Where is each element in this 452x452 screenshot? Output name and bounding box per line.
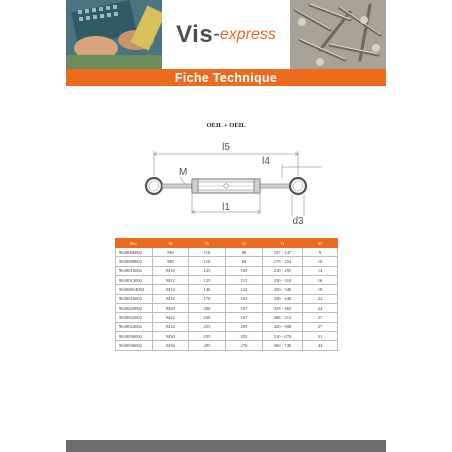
dimension-l5 [154, 151, 298, 176]
table-cell: 18 [303, 285, 338, 294]
table-cell: 84 [226, 257, 263, 266]
turnbuckle-body [192, 179, 260, 193]
left-threaded-rod [162, 184, 192, 188]
table-cell: 167 [226, 304, 263, 313]
brand-logo [162, 0, 290, 69]
table-row [116, 322, 338, 331]
table-cell: 125 [189, 266, 226, 275]
column-header: Ref. [116, 239, 153, 248]
column-header: M [153, 239, 189, 248]
product-subtitle: OEIL + OEIL [206, 122, 246, 129]
table-cell: 250 - 340 [263, 285, 303, 294]
table-cell: 230 - 310 [263, 276, 303, 285]
table-cell: 9630036002 [116, 341, 153, 350]
table-header-row [116, 239, 338, 248]
table-cell: 22 [303, 294, 338, 303]
table-cell: M14 [153, 285, 189, 294]
table-cell: 80 [226, 248, 263, 257]
table-cell: M16 [153, 294, 189, 303]
table-cell: 9630012002 [116, 276, 153, 285]
dimension-l4 [282, 164, 322, 178]
table-row [116, 257, 338, 266]
table-row [116, 332, 338, 341]
table-cell: M30 [153, 332, 189, 341]
page-title: Fiche Technique [174, 70, 278, 85]
table-row [116, 285, 338, 294]
right-threaded-rod [260, 184, 290, 188]
column-header: d3 [303, 239, 338, 248]
table-cell: 16 [303, 276, 338, 285]
table-cell: 276 [226, 341, 263, 350]
turnbuckle-drawing [132, 138, 322, 228]
label-d3: d3 [292, 216, 304, 227]
table-cell: 105 [226, 266, 263, 275]
table-row [116, 304, 338, 313]
header-banner [66, 0, 386, 69]
table-cell: 110 [189, 248, 226, 257]
column-header: l4 [226, 239, 263, 248]
brand-name-accent: express [219, 25, 276, 43]
table-row [116, 313, 338, 322]
table-cell: 9630016002 [116, 294, 153, 303]
table-cell: M20 [153, 304, 189, 313]
table-cell: 167 [226, 313, 263, 322]
table-cell: M8 [153, 257, 189, 266]
table-cell: 200 [189, 304, 226, 313]
left-eye [146, 178, 162, 194]
table-cell: 9630008002 [116, 257, 153, 266]
column-header: l5 [189, 239, 226, 248]
table-row [116, 266, 338, 275]
table-cell: 335 - 465 [263, 304, 303, 313]
table-cell: 510 - 670 [263, 332, 303, 341]
table-cell: M10 [153, 266, 189, 275]
tools-photo [66, 0, 162, 69]
table-cell: 9630024002 [116, 322, 153, 331]
table-cell: 255 [189, 332, 226, 341]
table-cell: M24 [153, 322, 189, 331]
table-cell: 140 [189, 285, 226, 294]
table-cell: 165 [226, 294, 263, 303]
technical-sheet [66, 0, 386, 452]
table-cell: 24 [303, 304, 338, 313]
table-row [116, 341, 338, 350]
table-cell: 179 - 254 [263, 257, 303, 266]
table-cell: 43 [303, 341, 338, 350]
table-cell: 14 [303, 266, 338, 275]
table-row [116, 248, 338, 257]
dimension-d3 [292, 195, 304, 216]
table-cell: 560 - 740 [263, 341, 303, 350]
column-header: l1 [263, 239, 303, 248]
screws-photo [290, 0, 386, 69]
table-cell: 125 [189, 276, 226, 285]
table-cell: 110 [189, 257, 226, 266]
table-cell: 10 [303, 257, 338, 266]
table-cell: M22 [153, 313, 189, 322]
title-bar [66, 69, 386, 86]
table-cell: M36 [153, 341, 189, 350]
brand-name-main: Vis [176, 20, 214, 48]
table-cell: 220 [189, 313, 226, 322]
brand-name-separator: - [213, 23, 220, 45]
table-cell: 9630010002 [116, 266, 153, 275]
table-cell: 9 [303, 248, 338, 257]
table-cell: 368 - 513 [263, 313, 303, 322]
right-eye [290, 178, 306, 194]
table-cell: 31 [303, 332, 338, 341]
table-cell: 96300014002 [116, 285, 153, 294]
table-row [116, 294, 338, 303]
table-cell: 330 - 440 [263, 294, 303, 303]
table-cell: 122 [226, 285, 263, 294]
table-cell: M6 [153, 248, 189, 257]
footer-bar [66, 440, 386, 452]
table-cell: 115 [226, 276, 263, 285]
table-cell: 167 - 247 [263, 248, 303, 257]
table-cell: 210 - 295 [263, 266, 303, 275]
table-cell: 9630030002 [116, 332, 153, 341]
label-l5: l5 [222, 142, 230, 153]
table-cell: 205 [226, 322, 263, 331]
table-cell: 295 [189, 341, 226, 350]
specifications-table [115, 238, 338, 351]
table-cell: 255 [189, 322, 226, 331]
label-l1: l1 [222, 202, 230, 213]
table-cell: 255 [226, 332, 263, 341]
table-cell: M12 [153, 276, 189, 285]
label-l4: l4 [262, 156, 270, 167]
table-cell: 9630020002 [116, 304, 153, 313]
table-cell: 9630006002 [116, 248, 153, 257]
label-m: M [179, 167, 188, 178]
table-cell: 27 [303, 322, 338, 331]
table-cell: 9630022002 [116, 313, 153, 322]
table-row [116, 276, 338, 285]
table-cell: 27 [303, 313, 338, 322]
table-cell: 420 - 590 [263, 322, 303, 331]
table-cell: 170 [189, 294, 226, 303]
